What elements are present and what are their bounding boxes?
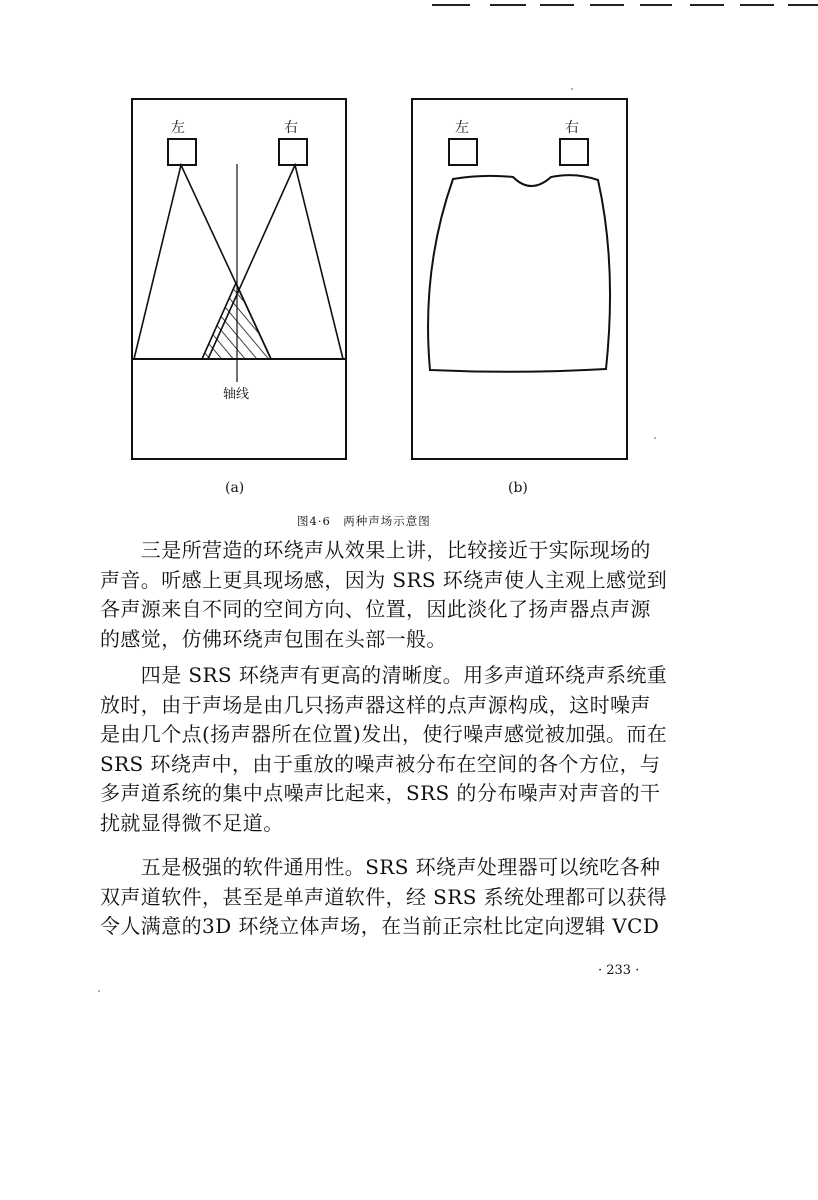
text-line: SRS 环绕声中，由于重放的噪声被分布在空间的各个方位，与 xyxy=(100,751,661,776)
text-line: 各声源来自不同的空间方向、位置，因此淡化了扬声器点声源 xyxy=(100,597,651,621)
axis-label: 轴线 xyxy=(223,387,250,402)
top-rule xyxy=(432,4,470,6)
figure-a-frame xyxy=(131,98,347,460)
top-rule xyxy=(490,4,526,6)
top-rule xyxy=(540,4,574,6)
text-line: 四是 SRS 环绕声有更高的清晰度。用多声道环绕声系统重 xyxy=(100,663,668,687)
top-rule xyxy=(690,4,724,6)
top-rule xyxy=(788,4,818,6)
text-line: 放时，由于声场是由几只扬声器这样的点声源构成，这时噪声 xyxy=(100,692,651,717)
scan-speck xyxy=(654,437,656,439)
text-line: 三是所营造的环绕声从效果上讲，比较接近于实际现场的 xyxy=(100,538,651,562)
paragraph-four xyxy=(100,661,672,838)
figure-a-sublabel: (a) xyxy=(225,480,245,496)
figure-caption: 图4·6 两种声场示意图 xyxy=(297,514,431,528)
scan-speck xyxy=(571,88,573,90)
text-line: 五是极强的软件通用性。SRS 环绕声处理器可以统吃各种 xyxy=(100,855,661,879)
top-rule xyxy=(740,4,774,6)
top-rule xyxy=(590,4,624,6)
top-rule xyxy=(640,4,672,6)
right-speaker-box xyxy=(279,139,307,165)
left-speaker-box xyxy=(449,139,477,165)
paragraph-three xyxy=(100,536,672,654)
left-speaker-box xyxy=(168,139,196,165)
right-speaker-label: 右 xyxy=(565,120,579,136)
text-line: 是由几个点(扬声器所在位置)发出，使行噪声感觉被加强。而在 xyxy=(100,722,668,746)
right-speaker-label: 右 xyxy=(284,120,298,136)
text-line: 双声道软件，甚至是单声道软件，经 SRS 系统处理都可以获得 xyxy=(100,884,668,909)
figure-a-drawing xyxy=(133,100,345,458)
left-speaker-label: 左 xyxy=(171,120,185,136)
text-line: 扰就显得微不足道。 xyxy=(100,810,284,835)
text-line: 声音。听感上更具现场感，因为 SRS 环绕声使人主观上感觉到 xyxy=(100,567,668,592)
left-speaker-label: 左 xyxy=(455,120,469,136)
figure-b-drawing xyxy=(413,100,626,458)
paragraph-five xyxy=(100,853,672,942)
figure-b-frame xyxy=(411,98,628,460)
page-number: · 233 · xyxy=(598,963,640,978)
text-line: 多声道系统的集中点噪声比起来，SRS 的分布噪声对声音的干 xyxy=(100,781,661,805)
sound-field-outline xyxy=(428,175,610,372)
text-line: 令人满意的3D 环绕立体声场，在当前正宗杜比定向逻辑 VCD xyxy=(100,914,660,938)
scan-speck xyxy=(98,990,100,992)
text-line: 的感觉，仿佛环绕声包围在头部一般。 xyxy=(100,626,447,651)
right-speaker-box xyxy=(560,139,588,165)
figure-b-sublabel: (b) xyxy=(508,480,528,496)
